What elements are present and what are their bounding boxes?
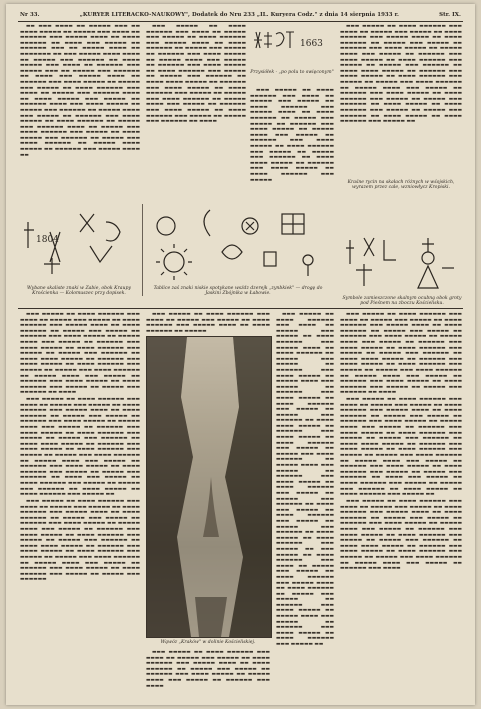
figure-runes-left [20,202,138,282]
caption-top-right: Przysiółek - „po polu to swięconym" [250,70,334,75]
caption-photo: Wąwóz „Kraków" w dolinie Kościeliskiej. [160,640,256,645]
text-column-top-4: ▬▬▬ ▬▬▬▬▬ ▬▬ ▬▬▬▬ ▬▬▬▬▬▬ ▬▬▬ ▬▬▬▬ ▬▬ ▬▬▬▬▬ ▬▬▬ ▬▬▬▬▬ ▬▬ ▬▬▬▬ ▬▬▬▬▬▬ ▬▬▬ ▬▬▬▬▬ ▬▬▬▬ ▬▬ ▬▬▬▬ ▬▬▬▬▬▬ ▬▬ ▬▬▬▬▬ ▬▬▬ ▬▬▬▬▬ ▬▬ ▬▬▬▬▬▬ ▬▬▬ ▬▬▬▬ ▬▬▬▬▬ ▬▬ ▬▬▬▬▬ ▬▬▬▬ ▬▬▬ ▬▬▬▬▬ ▬▬ ▬▬▬▬▬▬ ▬▬▬ ▬▬▬▬ ▬▬▬▬▬ ▬▬ ▬▬▬▬ ▬▬▬▬▬▬ ▬▬▬ ▬▬▬▬▬ ▬▬ ▬▬▬▬▬ ▬▬▬ ▬▬▬▬▬▬ ▬▬ ▬▬▬▬ ▬▬▬▬ ▬▬▬▬▬ ▬▬ ▬▬▬▬▬▬ ▬▬▬ ▬▬▬▬ ▬▬▬▬▬ ▬▬ ▬▬▬▬ ▬▬▬▬▬▬ ▬▬▬ ▬▬▬▬▬ ▬▬ ▬▬▬▬▬ ▬▬▬ ▬▬▬▬ ▬▬▬▬▬▬ ▬▬ ▬▬▬▬▬ ▬▬▬▬ ▬▬▬ ▬▬▬▬▬ ▬▬ ▬▬▬▬▬▬ ▬▬▬ ▬▬▬▬ ▬▬▬▬▬ ▬▬ ▬▬▬▬ ▬▬▬▬▬▬ ▬▬▬ ▬▬▬▬▬ ▬▬ ▬▬▬▬▬ ▬▬▬ ▬▬▬▬▬▬ ▬▬ ▬▬▬▬ ▬▬▬▬▬ ▬▬ ▬▬▬▬ ▬▬▬▬▬▬ ▬▬▬ ▬▬▬▬▬ ▬▬ ▬▬▬▬▬ ▬▬▬ ▬▬▬▬▬▬ ▬▬ ▬▬▬▬ ▬▬▬▬▬ ▬▬ ▬▬▬▬ ▬▬▬▬▬▬ ▬▬▬ ▬▬▬▬▬ ▬▬ [340,24,462,125]
text-column-top-3: ▬▬▬ ▬▬▬▬▬ ▬▬ ▬▬▬▬ ▬▬▬▬▬▬ ▬▬▬ ▬▬▬▬ ▬▬ ▬▬▬▬▬ ▬▬▬ ▬▬▬▬▬ ▬▬ ▬▬▬▬ ▬▬▬▬▬▬ ▬▬▬ ▬▬▬▬▬ ▬▬▬▬ ▬▬ ▬▬▬▬ ▬▬▬▬▬▬ ▬▬ ▬▬▬▬▬ ▬▬▬ ▬▬▬▬▬ ▬▬ ▬▬▬▬▬▬ ▬▬▬ ▬▬▬▬ ▬▬▬▬▬ ▬▬ ▬▬▬▬▬ ▬▬▬▬ ▬▬▬ ▬▬▬▬▬ ▬▬ ▬▬▬▬▬▬ ▬▬▬ ▬▬▬▬ ▬▬▬▬▬ ▬▬ ▬▬▬▬ ▬▬▬▬▬▬ ▬▬▬ ▬▬▬▬▬ ▬▬ ▬▬▬▬▬ ▬▬▬ ▬▬▬▬▬▬ ▬▬ ▬▬▬▬ ▬▬▬▬ ▬▬▬▬▬ ▬▬ ▬▬▬▬▬▬ ▬▬▬ ▬▬▬▬ ▬▬▬▬▬ ▬▬ ▬▬▬▬ ▬▬▬▬▬▬ ▬▬▬ ▬▬▬▬▬ [250,88,334,183]
column-divider [142,204,143,296]
caption-small-right: Kraśne rycin na skałach różnych w wśojskich, wyrazem przez cale, wzniowłycz Kropiski. [347,180,455,191]
symbols-drawing-center [146,202,330,284]
rune-drawing-top [250,26,334,68]
rune-year-left: 1804 [36,235,59,245]
rune-drawing-left [20,202,138,282]
caption-figure-left: Wybane skaliste znaki w Zabie, obok Kraupy Krościenka — Kolomuszec przy dopisek. [26,286,131,297]
figure-symbols-center [146,202,330,284]
newspaper-title: „KURYER LITERACKO-NAUKOWY", Dodatek do Nru 233 „IL. Kuryera Codz." z dnia 14 sierpnia 1933 r. [79,12,400,18]
rune-year-top: 1663 [300,39,323,49]
figure-symbols-right [342,230,462,292]
page-number-right: Str. IX. [439,12,461,18]
caption-figure-right: Symbole zamieszczone skalnym ocubną obok groty pod Pieśnem na zboczu Kościelisku. [342,296,462,307]
page-number-left: Nr 33. [20,12,40,18]
figure-runes-top [250,26,334,68]
text-column-bottom-3: ▬▬▬ ▬▬▬▬▬ ▬▬ ▬▬▬▬ ▬▬▬▬▬▬ ▬▬▬ ▬▬▬▬ ▬▬ ▬▬▬▬▬ ▬▬▬ ▬▬▬▬▬ ▬▬ ▬▬▬▬ ▬▬▬▬▬▬ ▬▬▬ ▬▬▬▬▬ ▬▬▬▬ ▬▬ ▬▬▬▬ ▬▬▬▬▬▬ ▬▬ ▬▬▬▬▬ ▬▬▬ ▬▬▬▬▬ ▬▬ ▬▬▬▬▬▬ ▬▬▬ ▬▬▬▬ ▬▬▬▬▬ ▬▬ ▬▬▬▬▬ ▬▬▬▬ ▬▬▬ ▬▬▬▬▬ ▬▬ ▬▬▬▬▬▬ ▬▬▬ ▬▬▬▬ ▬▬▬▬▬ ▬▬ ▬▬▬▬ ▬▬▬▬▬▬ ▬▬▬ ▬▬▬▬▬ ▬▬ ▬▬▬▬▬ ▬▬▬ ▬▬▬▬▬▬ ▬▬ ▬▬▬▬ ▬▬▬▬ ▬▬▬▬▬ ▬▬ ▬▬▬▬▬▬ ▬▬▬ ▬▬▬▬ ▬▬▬▬▬ ▬▬ ▬▬▬▬ ▬▬▬▬▬▬ ▬▬▬ ▬▬▬▬▬ ▬▬ ▬▬▬▬▬ ▬▬▬ ▬▬▬▬ ▬▬▬▬▬▬ ▬▬ ▬▬▬▬▬ ▬▬▬▬ ▬▬▬ ▬▬▬▬▬ ▬▬ ▬▬▬▬▬▬ ▬▬▬ ▬▬▬▬ ▬▬▬▬▬ ▬▬ ▬▬▬▬ ▬▬▬▬▬▬ ▬▬▬ ▬▬▬▬▬ ▬▬ ▬▬▬▬▬ ▬▬▬ ▬▬▬▬▬▬ ▬▬ ▬▬▬▬ ▬▬▬ ▬▬▬▬▬ ▬▬ ▬▬▬▬ ▬▬▬▬▬▬ ▬▬▬ ▬▬▬▬▬ ▬▬ ▬▬▬▬▬ ▬▬▬ ▬▬▬▬▬▬ ▬▬ ▬▬▬▬ ▬▬▬▬▬ ▬▬ ▬▬▬▬ ▬▬▬▬▬▬ ▬▬▬ ▬▬▬▬▬ ▬▬ ▬▬▬ ▬▬▬▬▬ ▬▬ ▬▬▬▬ ▬▬▬▬▬▬ ▬▬▬ ▬▬▬▬ ▬▬ ▬▬▬▬▬ ▬▬▬ ▬▬▬▬▬ ▬▬ ▬▬▬▬ ▬▬▬▬▬▬ ▬▬▬ ▬▬▬▬▬ ▬▬▬▬ ▬▬ ▬▬▬▬ ▬▬▬▬▬▬ ▬▬ ▬▬▬▬▬ ▬▬▬ ▬▬▬▬▬ ▬▬ ▬▬▬▬▬▬ ▬▬▬ ▬▬▬▬ ▬▬▬▬▬ ▬▬ ▬▬▬▬▬ ▬▬▬▬ ▬▬▬ ▬▬▬▬▬ ▬▬ ▬▬▬▬▬▬ ▬▬▬ ▬▬▬▬ ▬▬▬▬▬ ▬▬ ▬▬▬▬ ▬▬▬▬▬▬ ▬▬▬ ▬▬▬▬▬ ▬▬ [276,312,334,648]
page-header [20,10,461,20]
caption-figure-center: Tablice zaś znaki niskie spotykane wsźdz dzerejk „zynbkiek" — drogę do Jaskini Zbójnika w Łabowie. [153,286,323,297]
section-rule [18,308,463,309]
header-rule [18,21,463,22]
text-column-bottom-1: ▬▬▬ ▬▬▬▬▬ ▬▬ ▬▬▬▬ ▬▬▬▬▬▬ ▬▬▬ ▬▬▬▬ ▬▬ ▬▬▬▬▬ ▬▬▬ ▬▬▬▬▬ ▬▬ ▬▬▬▬ ▬▬▬▬▬▬ ▬▬▬ ▬▬▬▬▬ ▬▬▬▬ ▬▬ ▬▬▬▬ ▬▬▬▬▬▬ ▬▬ ▬▬▬▬▬ ▬▬▬ ▬▬▬▬▬ ▬▬ ▬▬▬▬▬▬ ▬▬▬ ▬▬▬▬ ▬▬▬▬▬ ▬▬ ▬▬▬▬▬ ▬▬▬▬ ▬▬▬ ▬▬▬▬▬ ▬▬ ▬▬▬▬▬▬ ▬▬▬ ▬▬▬▬ ▬▬▬▬▬ ▬▬ ▬▬▬▬ ▬▬▬▬▬▬ ▬▬▬ ▬▬▬▬▬ ▬▬ ▬▬▬▬▬ ▬▬▬ ▬▬▬▬▬▬ ▬▬ ▬▬▬▬ ▬▬▬▬ ▬▬▬▬▬ ▬▬ ▬▬▬▬▬▬ ▬▬▬ ▬▬▬▬ ▬▬▬▬▬ ▬▬ ▬▬▬▬ ▬▬▬▬▬▬ ▬▬▬ ▬▬▬▬▬ ▬▬ ▬▬▬▬▬ ▬▬▬ ▬▬▬▬ ▬▬▬▬▬▬ ▬▬ ▬▬▬▬▬ ▬▬▬▬ ▬▬▬ ▬▬▬▬▬ ▬▬ ▬▬▬▬▬▬ ▬▬▬ ▬▬▬▬ ▬▬▬▬▬ ▬▬ ▬▬▬▬ ▬▬▬▬▬▬ ▬▬▬ ▬▬▬▬▬ ▬▬ ▬▬▬▬▬ ▬▬▬ ▬▬▬▬▬▬ ▬▬ ▬▬▬▬ ▬▬▬ ▬▬▬▬▬ ▬▬ ▬▬▬▬ ▬▬▬▬▬▬ ▬▬▬ ▬▬▬▬ ▬▬ ▬▬▬▬▬ ▬▬▬ ▬▬▬▬▬ ▬▬ ▬▬▬▬ ▬▬▬▬▬▬ ▬▬▬ ▬▬▬▬▬ ▬▬▬▬ ▬▬ ▬▬▬▬ ▬▬▬▬▬▬ ▬▬ ▬▬▬▬▬ ▬▬▬ ▬▬▬▬▬ ▬▬ ▬▬▬▬▬▬ ▬▬▬ ▬▬▬▬ ▬▬▬▬▬ ▬▬ ▬▬▬▬▬ ▬▬▬▬ ▬▬▬ ▬▬▬▬▬ ▬▬ ▬▬▬▬▬▬ ▬▬▬ ▬▬▬▬ ▬▬▬▬▬ ▬▬ ▬▬▬▬ ▬▬▬▬▬▬ ▬▬▬ ▬▬▬▬▬ ▬▬ ▬▬▬▬▬ ▬▬▬ ▬▬▬▬▬▬ ▬▬ ▬▬▬▬ ▬▬▬▬ ▬▬▬▬▬ ▬▬ ▬▬▬▬▬▬ ▬▬▬ ▬▬▬▬ ▬▬▬▬▬ ▬▬ ▬▬▬▬ ▬▬▬▬▬▬ ▬▬▬ ▬▬▬▬▬ ▬▬ ▬▬▬▬▬ ▬▬▬ ▬▬▬▬ ▬▬▬▬▬▬ ▬▬ ▬▬▬▬▬ ▬▬▬▬ ▬▬▬ ▬▬▬▬▬ ▬▬ ▬▬▬▬▬▬ ▬▬▬ ▬▬▬▬ ▬▬▬▬▬ ▬▬ ▬▬▬▬ ▬▬▬▬▬▬ ▬▬▬ ▬▬▬▬▬ ▬▬ ▬▬▬▬▬ ▬▬▬ ▬▬▬▬▬▬ ▬▬ ▬▬▬▬ ▬▬▬ ▬▬▬▬▬ ▬▬ ▬▬▬▬ ▬▬▬▬▬▬ ▬▬▬ ▬▬▬▬▬ ▬▬ ▬▬▬▬▬ ▬▬▬ ▬▬▬▬▬▬ ▬▬ ▬▬▬▬ ▬▬▬▬▬ ▬▬ ▬▬▬▬ ▬▬▬▬▬▬ ▬▬▬ ▬▬▬▬▬ ▬▬ ▬▬▬ ▬▬▬▬▬ ▬▬ ▬▬▬▬ ▬▬▬▬▬▬ ▬▬▬ ▬▬▬▬ ▬▬ ▬▬▬▬▬ ▬▬▬ ▬▬▬▬▬ ▬▬ ▬▬▬▬ ▬▬▬▬▬▬ ▬▬▬ ▬▬▬▬▬ ▬▬▬▬ ▬▬ ▬▬▬▬ ▬▬▬▬▬▬ ▬▬ ▬▬▬▬▬ ▬▬▬ ▬▬▬▬▬ ▬▬ ▬▬▬▬▬▬ ▬▬▬ ▬▬▬▬ ▬▬▬▬▬ ▬▬ ▬▬▬▬▬ ▬▬▬▬ ▬▬▬ ▬▬▬▬▬ ▬▬ ▬▬▬▬▬▬ ▬▬▬ ▬▬▬▬ ▬▬▬▬▬ ▬▬ ▬▬▬▬ ▬▬▬▬▬▬ ▬▬▬ ▬▬▬▬▬ ▬▬ ▬▬▬▬▬ ▬▬▬ ▬▬▬▬▬▬ ▬▬ ▬▬▬▬ ▬▬▬▬ ▬▬▬▬▬ ▬▬ ▬▬▬▬▬▬ ▬▬▬ ▬▬▬▬ ▬▬▬▬▬ ▬▬ ▬▬▬▬ ▬▬▬▬▬▬ ▬▬▬ ▬▬▬▬▬ ▬▬ ▬▬▬▬▬ ▬▬▬ ▬▬▬▬ ▬▬▬▬▬▬ ▬▬ ▬▬▬▬▬ ▬▬▬▬ ▬▬▬ ▬▬▬▬▬ ▬▬ ▬▬▬▬▬▬ ▬▬▬ ▬▬▬▬ ▬▬▬▬▬ ▬▬ ▬▬▬▬ ▬▬▬▬▬▬ ▬▬▬ ▬▬▬▬▬ ▬▬ ▬▬▬▬▬ ▬▬▬ ▬▬▬▬▬▬ [20,312,140,583]
text-column-bottom-2-under: ▬▬▬ ▬▬▬▬▬ ▬▬ ▬▬▬▬ ▬▬▬▬▬▬ ▬▬▬ ▬▬▬▬ ▬▬ ▬▬▬▬▬ ▬▬▬ ▬▬▬▬▬ ▬▬ ▬▬▬▬ ▬▬▬▬▬▬ ▬▬▬ ▬▬▬▬▬ ▬▬▬▬ ▬▬ ▬▬▬▬ ▬▬▬▬▬▬ ▬▬ ▬▬▬▬▬ ▬▬▬ ▬▬▬▬▬ ▬▬ ▬▬▬▬▬▬ ▬▬▬ ▬▬▬▬ ▬▬▬▬▬ ▬▬ ▬▬▬▬▬ ▬▬▬▬ ▬▬▬ ▬▬▬▬▬ ▬▬ ▬▬▬▬▬▬ ▬▬▬ ▬▬▬▬ [146,650,270,689]
photo-gorge [146,336,272,638]
newspaper-page [6,4,475,705]
gorge-illustration [147,337,271,637]
text-column-bottom-4: ▬▬▬ ▬▬▬▬▬ ▬▬ ▬▬▬▬ ▬▬▬▬▬▬ ▬▬▬ ▬▬▬▬ ▬▬ ▬▬▬▬▬ ▬▬▬ ▬▬▬▬▬ ▬▬ ▬▬▬▬ ▬▬▬▬▬▬ ▬▬▬ ▬▬▬▬▬ ▬▬▬▬ ▬▬ ▬▬▬▬ ▬▬▬▬▬▬ ▬▬ ▬▬▬▬▬ ▬▬▬ ▬▬▬▬▬ ▬▬ ▬▬▬▬▬▬ ▬▬▬ ▬▬▬▬ ▬▬▬▬▬ ▬▬ ▬▬▬▬▬ ▬▬▬▬ ▬▬▬ ▬▬▬▬▬ ▬▬ ▬▬▬▬▬▬ ▬▬▬ ▬▬▬▬ ▬▬▬▬▬ ▬▬ ▬▬▬▬ ▬▬▬▬▬▬ ▬▬▬ ▬▬▬▬▬ ▬▬ ▬▬▬▬▬ ▬▬▬ ▬▬▬▬▬▬ ▬▬ ▬▬▬▬ ▬▬▬▬ ▬▬▬▬▬ ▬▬ ▬▬▬▬▬▬ ▬▬▬ ▬▬▬▬ ▬▬▬▬▬ ▬▬ ▬▬▬▬ ▬▬▬▬▬▬ ▬▬▬ ▬▬▬▬▬ ▬▬ ▬▬▬▬▬ ▬▬▬ ▬▬▬▬ ▬▬▬▬▬▬ ▬▬ ▬▬▬▬▬ ▬▬▬▬ ▬▬▬ ▬▬▬▬▬ ▬▬ ▬▬▬▬▬▬ ▬▬▬ ▬▬▬▬ ▬▬▬▬▬ ▬▬ ▬▬▬▬ ▬▬▬▬▬▬ ▬▬▬ ▬▬▬▬▬ ▬▬ ▬▬▬▬▬ ▬▬▬ ▬▬▬▬▬▬ ▬▬ ▬▬▬▬ ▬▬▬ ▬▬▬▬▬ ▬▬ ▬▬▬▬ ▬▬▬▬▬▬ ▬▬▬ ▬▬▬▬ ▬▬ ▬▬▬▬▬ ▬▬▬ ▬▬▬▬▬ ▬▬ ▬▬▬▬ ▬▬▬▬▬▬ ▬▬▬ ▬▬▬▬▬ ▬▬▬▬ ▬▬ ▬▬▬▬ ▬▬▬▬▬▬ ▬▬ ▬▬▬▬▬ ▬▬▬ ▬▬▬▬▬ ▬▬ ▬▬▬▬▬▬ ▬▬▬ ▬▬▬▬ ▬▬▬▬▬ ▬▬ ▬▬▬▬▬ ▬▬▬▬ ▬▬▬ ▬▬▬▬▬ ▬▬ ▬▬▬▬▬▬ ▬▬▬ ▬▬▬▬ ▬▬▬▬▬ ▬▬ ▬▬▬▬ ▬▬▬▬▬▬ ▬▬▬ ▬▬▬▬▬ ▬▬ ▬▬▬▬▬ ▬▬▬ ▬▬▬▬▬▬ ▬▬ ▬▬▬▬ ▬▬▬▬ ▬▬▬▬▬ ▬▬ ▬▬▬▬▬▬ ▬▬▬ ▬▬▬▬ ▬▬▬▬▬ ▬▬ ▬▬▬▬ ▬▬▬▬▬▬ ▬▬▬ ▬▬▬▬▬ ▬▬ ▬▬▬▬▬ ▬▬▬ ▬▬▬▬ ▬▬▬▬▬▬ ▬▬ ▬▬▬▬▬ ▬▬▬▬ ▬▬▬ ▬▬▬▬▬ ▬▬ ▬▬▬▬▬▬ ▬▬▬ ▬▬▬▬ ▬▬▬▬▬ ▬▬ ▬▬▬▬ ▬▬▬▬▬▬ ▬▬▬ ▬▬▬▬▬ ▬▬ ▬▬▬▬▬ ▬▬▬ ▬▬▬▬▬▬ ▬▬ ▬▬▬▬ ▬▬▬ ▬▬▬▬▬ ▬▬ ▬▬▬▬ ▬▬▬▬▬▬ ▬▬▬ ▬▬▬▬▬ ▬▬ ▬▬▬▬▬ ▬▬▬ ▬▬▬▬▬▬ ▬▬ ▬▬▬▬ ▬▬▬▬▬ ▬▬ ▬▬▬▬ ▬▬▬▬▬▬ ▬▬▬ ▬▬▬▬▬ ▬▬ ▬▬▬ ▬▬▬▬▬ ▬▬ ▬▬▬▬ ▬▬▬▬▬▬ ▬▬▬ ▬▬▬▬ ▬▬ ▬▬▬▬▬ ▬▬▬ ▬▬▬▬▬ ▬▬ ▬▬▬▬ ▬▬▬▬▬▬ ▬▬▬ ▬▬▬▬▬ ▬▬▬▬ ▬▬ ▬▬▬▬ ▬▬▬▬▬▬ ▬▬ ▬▬▬▬▬ ▬▬▬ ▬▬▬▬▬ ▬▬ ▬▬▬▬▬▬ ▬▬▬ ▬▬▬▬ ▬▬▬▬▬ ▬▬ ▬▬▬▬▬ ▬▬▬▬ ▬▬▬ ▬▬▬▬▬ ▬▬ ▬▬▬▬▬▬ ▬▬▬ ▬▬▬▬ ▬▬▬▬▬ ▬▬ ▬▬▬▬ ▬▬▬▬▬▬ ▬▬▬ ▬▬▬▬▬ ▬▬ ▬▬▬▬▬ ▬▬▬ ▬▬▬▬▬▬ ▬▬ ▬▬▬▬ ▬▬▬▬ ▬▬▬▬▬ ▬▬ ▬▬▬▬▬▬ ▬▬▬ ▬▬▬▬ ▬▬▬▬▬ ▬▬ ▬▬▬▬ ▬▬▬▬▬▬ ▬▬▬ ▬▬▬▬▬ ▬▬ ▬▬▬▬▬ ▬▬▬ ▬▬▬▬ ▬▬▬▬▬▬ ▬▬ ▬▬▬▬▬ ▬▬▬▬ ▬▬▬ ▬▬▬▬▬ ▬▬ ▬▬▬▬▬▬ ▬▬▬ ▬▬▬▬ [340,312,462,572]
text-column-bottom-2-top: ▬▬▬ ▬▬▬▬▬ ▬▬ ▬▬▬▬ ▬▬▬▬▬▬ ▬▬▬ ▬▬▬▬ ▬▬ ▬▬▬▬▬ ▬▬▬ ▬▬▬▬▬ ▬▬ ▬▬▬▬ ▬▬▬▬▬▬ ▬▬▬ ▬▬▬▬▬ ▬▬▬▬ ▬▬ ▬▬▬▬ ▬▬▬▬▬▬ ▬▬ ▬▬▬▬▬ [146,312,270,334]
text-column-top-1: ▬▬ ▬▬▬ ▬▬▬▬ ▬▬ ▬▬▬▬▬ ▬▬▬ ▬▬ ▬▬▬▬ ▬▬▬▬▬ ▬▬ ▬▬▬▬▬ ▬▬▬ ▬▬▬▬ ▬▬ ▬▬▬▬▬▬ ▬▬▬ ▬▬▬▬▬ ▬▬▬▬ ▬▬ ▬▬▬▬ ▬▬▬▬▬▬ ▬▬ ▬▬▬▬ ▬▬▬ ▬▬▬▬▬ ▬▬ ▬▬▬▬▬▬ ▬▬▬ ▬▬ ▬▬▬▬▬ ▬▬▬▬ ▬▬ ▬▬▬▬▬▬▬ ▬▬ ▬▬▬ ▬▬▬▬▬ ▬▬▬▬ ▬▬▬▬ ▬▬ ▬▬▬▬▬ ▬▬▬ ▬▬▬▬▬▬ ▬▬ ▬▬▬▬ ▬▬▬▬▬ ▬▬▬ ▬▬▬▬ ▬▬ ▬▬▬▬▬▬ ▬▬▬ ▬▬▬▬▬ ▬▬▬ ▬▬ ▬▬▬▬▬ ▬▬▬ ▬▬▬▬▬▬ ▬▬ ▬▬▬▬ ▬▬▬ ▬▬▬▬▬ ▬▬▬▬ ▬▬ ▬▬▬▬▬▬ ▬▬▬ ▬▬▬▬ ▬▬▬▬▬ ▬▬ ▬▬▬▬▬ ▬▬▬ ▬▬▬▬▬ ▬▬ ▬▬▬▬ ▬▬▬▬▬▬ ▬▬▬ ▬▬▬▬ ▬▬ ▬▬▬▬▬ ▬▬▬ ▬▬▬▬▬▬ ▬▬▬▬ ▬▬ ▬▬▬▬ ▬▬▬▬▬ ▬▬▬ ▬▬▬▬▬ ▬▬ ▬▬▬▬▬▬ ▬▬▬▬ ▬▬▬ ▬▬▬▬ ▬▬▬▬▬ ▬▬ ▬▬▬▬▬ ▬▬▬ ▬▬▬▬▬▬ ▬▬ ▬▬▬▬▬ ▬▬▬▬ ▬▬▬ ▬▬▬▬▬ ▬▬ ▬▬▬▬▬▬ ▬▬▬ ▬▬▬▬ ▬▬▬▬▬ ▬▬ ▬▬▬▬ ▬▬▬▬▬▬ ▬▬ ▬▬▬▬▬ ▬▬▬ ▬▬▬▬▬▬ ▬▬▬▬ ▬▬ ▬▬▬▬▬ ▬▬▬ ▬▬▬▬ ▬▬▬▬▬▬ ▬▬▬ ▬▬▬▬▬ ▬▬ ▬▬▬▬ ▬▬▬▬▬ ▬▬▬ ▬▬▬▬▬▬ ▬▬ ▬▬▬▬▬ ▬▬▬ ▬▬▬▬ ▬▬▬▬▬▬ ▬▬ ▬▬▬▬▬ ▬▬▬▬ ▬▬▬▬▬ ▬▬ ▬▬▬▬▬▬ ▬▬▬ ▬▬▬▬▬ ▬▬▬▬ ▬▬ [20,24,140,158]
text-column-top-2: ▬▬▬ ▬▬▬▬▬ ▬▬ ▬▬▬▬ ▬▬▬▬▬▬ ▬▬▬ ▬▬▬▬ ▬▬ ▬▬▬▬▬ ▬▬▬ ▬▬▬▬▬ ▬▬ ▬▬▬▬ ▬▬▬▬▬▬ ▬▬▬ ▬▬▬▬▬ ▬▬▬▬ ▬▬ ▬▬▬▬ ▬▬▬▬▬▬ ▬▬ ▬▬▬▬▬ ▬▬▬ ▬▬▬▬▬ ▬▬ ▬▬▬▬▬▬ ▬▬▬ ▬▬▬▬ ▬▬▬▬▬ ▬▬ ▬▬▬▬▬ ▬▬▬▬ ▬▬▬ ▬▬▬▬▬ ▬▬ ▬▬▬▬▬▬ ▬▬▬ ▬▬▬▬ ▬▬▬▬▬ ▬▬ ▬▬▬▬ ▬▬▬▬▬▬ ▬▬▬ ▬▬▬▬▬ ▬▬ ▬▬▬▬▬ ▬▬▬ ▬▬▬▬▬▬ ▬▬ ▬▬▬▬ ▬▬▬▬ ▬▬▬▬▬ ▬▬ ▬▬▬▬▬▬ ▬▬▬ ▬▬▬▬ ▬▬▬▬▬ ▬▬ ▬▬▬▬ ▬▬▬▬▬▬ ▬▬▬ ▬▬▬▬▬ ▬▬ ▬▬▬▬▬ ▬▬▬ ▬▬▬▬ ▬▬▬▬▬▬ ▬▬ ▬▬▬▬▬ ▬▬▬▬ ▬▬▬ ▬▬▬▬▬ ▬▬ ▬▬▬▬▬▬ ▬▬▬ ▬▬▬▬ ▬▬▬▬▬ ▬▬ ▬▬▬▬ ▬▬▬▬▬▬ ▬▬▬ ▬▬▬▬▬ ▬▬ ▬▬▬▬▬ ▬▬▬ ▬▬▬▬▬▬ ▬▬ ▬▬▬▬ [146,24,246,125]
symbols-drawing-right [342,230,462,292]
